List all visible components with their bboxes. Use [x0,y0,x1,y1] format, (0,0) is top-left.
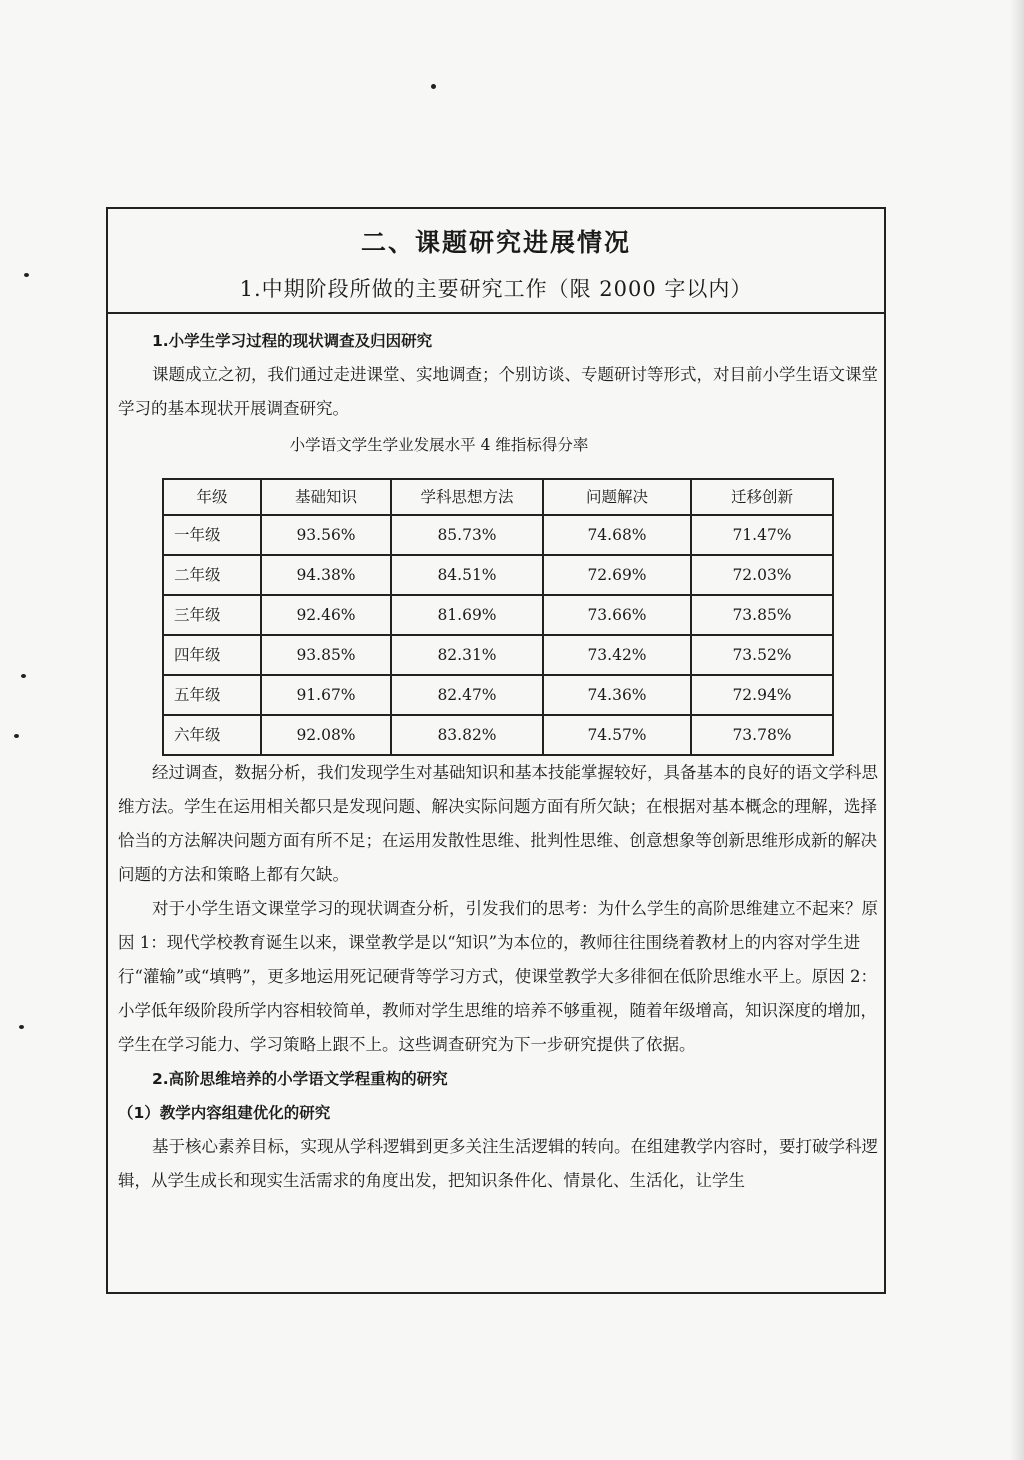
table-cell: 73.85% [691,595,833,635]
table-row [163,635,833,675]
section-title: 二、课题研究进展情况 [360,228,631,257]
report-section-frame [106,207,886,1294]
table-cell: 82.47% [391,675,543,715]
page-edge-shadow [1010,0,1024,1460]
grade-cell: 五年级 [163,675,261,715]
subsection-title: 1.中期阶段所做的主要研究工作（限 2000 字以内） [239,277,753,301]
part1-heading: 1.小学生学习过程的现状调查及归因研究 [152,332,433,350]
part1-intro: 课题成立之初，我们通过走进课堂、实地调查；个别访谈、专题研讨等形式，对目前小学生语文课堂学习的基本现状开展调查研究。 [118,365,878,418]
table-cell: 92.08% [261,715,391,755]
table-cell: 81.69% [391,595,543,635]
table-cell: 94.38% [261,555,391,595]
table-cell: 71.47% [691,515,833,555]
table-cell: 91.67% [261,675,391,715]
table-cell: 93.85% [261,635,391,675]
table-cell: 83.82% [391,715,543,755]
table-row [163,595,833,635]
scan-speck [24,273,29,277]
table-row [163,715,833,755]
table-cell: 72.03% [691,555,833,595]
table-row [163,515,833,555]
table-row [163,675,833,715]
reasons-paragraph: 对于小学生语文课堂学习的现状调查分析，引发我们的思考：为什么学生的高阶思维建立不起来？原因 1：现代学校教育诞生以来，课堂教学是以“知识”为本位的，教师往往围绕着教材上的内容对学生进行“灌输”或“填鸭”，更多地运用死记硬背等学习方式，使课堂教学大多徘徊在低阶思维水平上。原因 2：小学低年级阶段所学内容相较简单，教师对学生思维的培养不够重视，随着年级增高，知识深度的增加，学生在学习能力、学习策略上跟不上。这些调查研究为下一步研究提供了依据。 [118,899,878,1054]
table-cell: 74.36% [543,675,691,715]
grade-cell: 二年级 [163,555,261,595]
table-cell: 72.69% [543,555,691,595]
grade-cell: 一年级 [163,515,261,555]
scan-speck [19,1025,24,1029]
table-cell: 82.31% [391,635,543,675]
part2-subheading: （1）教学内容组建优化的研究 [118,1104,331,1122]
column-header: 年级 [163,479,261,515]
table-row [163,555,833,595]
grade-cell: 六年级 [163,715,261,755]
section-content [108,314,884,1198]
column-header: 学科思想方法 [391,479,543,515]
scan-speck [14,734,19,738]
table-header-row [163,479,833,515]
table-cell: 72.94% [691,675,833,715]
section-header [108,209,884,314]
scan-speck [431,84,436,89]
analysis-paragraph: 经过调查，数据分析，我们发现学生对基础知识和基本技能掌握较好，具备基本的良好的语文学科思维方法。学生在运用相关都只是发现问题、解决实际问题方面有所欠缺；在根据对基本概念的理解，选择恰当的方法解决问题方面有所不足；在运用发散性思维、批判性思维、创意想象等创新思维形成新的解决问题的方法和策略上都有欠缺。 [118,763,878,884]
table-cell: 73.42% [543,635,691,675]
column-header: 基础知识 [261,479,391,515]
table-cell: 93.56% [261,515,391,555]
column-header: 迁移创新 [691,479,833,515]
table-cell: 73.78% [691,715,833,755]
table-caption: 小学语文学生学业发展水平 4 维指标得分率 [289,436,589,454]
scan-speck [21,674,26,678]
part2-text: 基于核心素养目标，实现从学科逻辑到更多关注生活逻辑的转向。在组建教学内容时，要打破学科逻辑，从学生成长和现实生活需求的角度出发，把知识条件化、情景化、生活化，让学生 [118,1137,878,1190]
table-cell: 74.57% [543,715,691,755]
table-cell: 73.52% [691,635,833,675]
table-cell: 85.73% [391,515,543,555]
column-header: 问题解决 [543,479,691,515]
part2-heading: 2.高阶思维培养的小学语文学程重构的研究 [152,1070,448,1088]
grade-cell: 四年级 [163,635,261,675]
table-cell: 84.51% [391,555,543,595]
table-cell: 92.46% [261,595,391,635]
table-cell: 73.66% [543,595,691,635]
table-cell: 74.68% [543,515,691,555]
grade-cell: 三年级 [163,595,261,635]
score-table [162,478,834,756]
